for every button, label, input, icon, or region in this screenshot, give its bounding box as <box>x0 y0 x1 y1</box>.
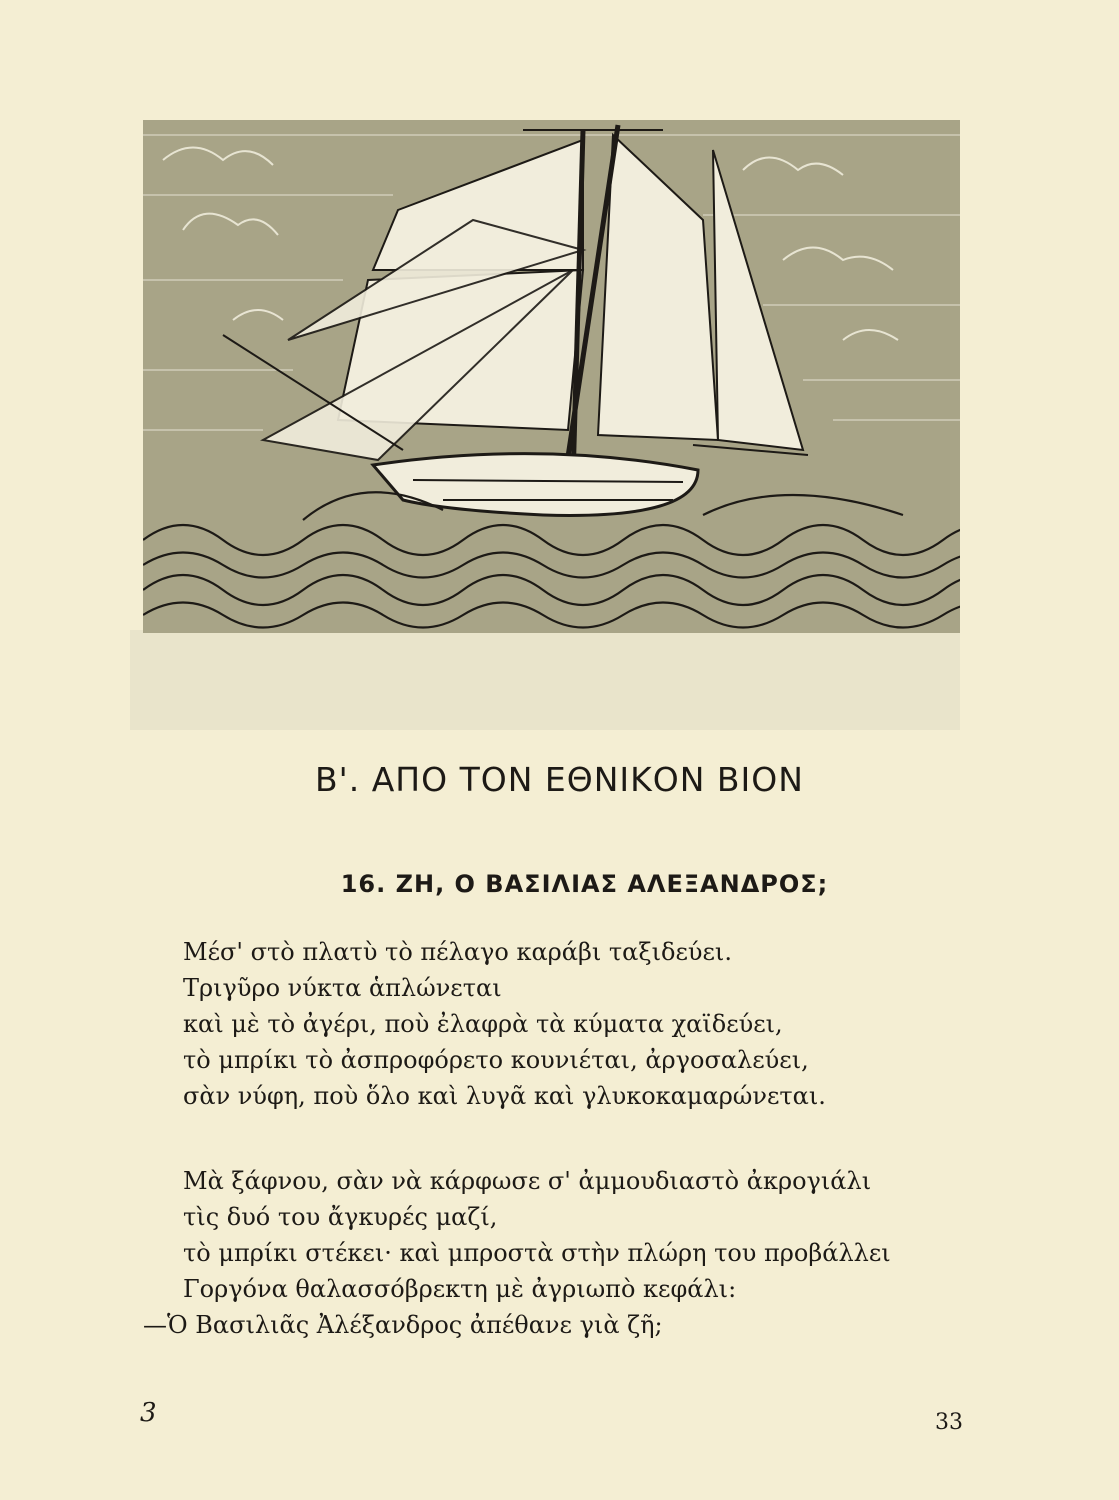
show-through-bleed <box>130 630 960 730</box>
poem-line: Μὰ ξάφνου, σὰν νὰ κάρφωσε σ' ἀμμουδιαστὸ ἀκρογιάλι <box>183 1167 872 1195</box>
poem-line: Τριγῦρο νύκτα ἁπλώνεται <box>183 974 502 1002</box>
section-heading: Β'. ΑΠΟ ΤΟΝ ΕΘΝΙΚΟΝ ΒΙΟΝ <box>315 760 804 799</box>
stanza-1 <box>183 934 826 1114</box>
stanza-2 <box>143 1163 891 1343</box>
poem-line: καὶ μὲ τὸ ἀγέρι, ποὺ ἐλαφρὰ τὰ κύματα χαϊδεύει, <box>183 1010 783 1038</box>
poem-line: τὶς δυό του ἄγκυρές μαζί, <box>183 1203 498 1231</box>
poem-line: —Ὁ Βασιλιᾶς Ἀλέξανδρος ἀπέθανε γιὰ ζῆ; <box>143 1311 663 1339</box>
page-number: 33 <box>935 1410 963 1435</box>
sailing-ship-illustration <box>143 120 960 633</box>
poem-line: τὸ μπρίκι τὸ ἀσπροφόρετο κουνιέται, ἀργοσαλεύει, <box>183 1046 809 1074</box>
ship-woodcut-image <box>143 120 960 633</box>
signature-mark: 3 <box>140 1398 157 1428</box>
poem-line: σὰν νύφη, ποὺ ὅλο καὶ λυγᾶ καὶ γλυκοκαμαρώνεται. <box>183 1082 826 1110</box>
poem-title: 16. ΖΗ, Ο ΒΑΣΙΛΙΑΣ ΑΛΕΞΑΝΔΡΟΣ; <box>340 870 829 898</box>
poem-line: Γοργόνα θαλασσόβρεκτη μὲ ἀγριωπὸ κεφάλι: <box>183 1275 737 1303</box>
poem-line: τὸ μπρίκι στέκει· καὶ μπροστὰ στὴν πλώρη του προβάλλει <box>183 1239 891 1267</box>
poem-line: Μέσ' στὸ πλατὺ τὸ πέλαγο καράβι ταξιδεύει. <box>183 938 732 966</box>
